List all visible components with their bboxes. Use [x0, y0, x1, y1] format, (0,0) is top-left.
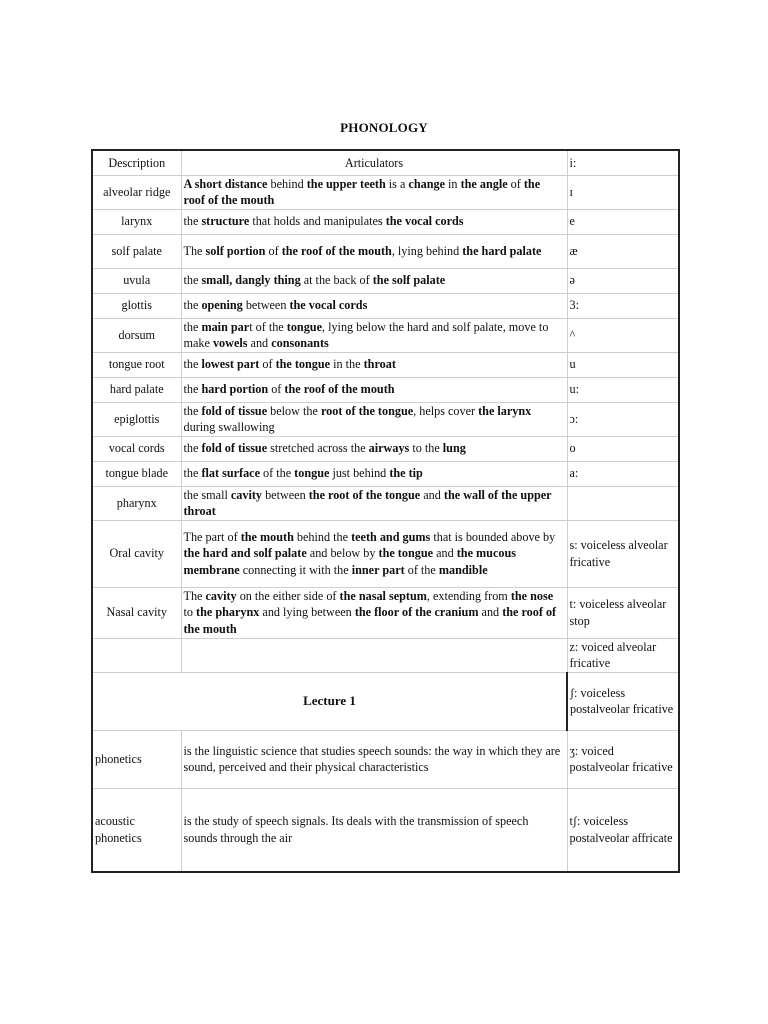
- phonology-table: [91, 149, 680, 873]
- text-segment: stretched across the: [267, 441, 369, 456]
- text-segment: of: [265, 243, 282, 258]
- definition-term: phonetics: [92, 730, 181, 788]
- text-segment: , lying below the hard and solf palate, move to make: [183, 319, 549, 350]
- bold-term: teeth and gums: [351, 529, 431, 544]
- bold-term: the tongue: [275, 357, 331, 372]
- text-segment: to: [183, 605, 197, 620]
- text-segment: The part of: [183, 529, 241, 544]
- bold-term: the roof of the mouth: [183, 605, 557, 636]
- table-row: [92, 318, 679, 352]
- table-row: [92, 377, 679, 402]
- symbol-cell: ə: [567, 268, 679, 293]
- bold-term: the hard palate: [462, 243, 542, 258]
- lecture-heading: Lecture 1: [92, 672, 567, 730]
- bold-term: cavity: [230, 487, 263, 502]
- bold-term: lung: [442, 441, 466, 456]
- page-title: PHONOLOGY: [340, 120, 428, 135]
- description-cell: [181, 209, 567, 234]
- term-cell: solf palate: [92, 234, 181, 268]
- text-segment: the: [183, 382, 202, 397]
- text-segment: the: [183, 466, 202, 481]
- text-segment: the: [183, 298, 202, 313]
- text-segment: and: [478, 605, 503, 620]
- bold-term: hard portion: [201, 382, 269, 397]
- term-cell: dorsum: [92, 318, 181, 352]
- description-cell: [181, 486, 567, 520]
- symbol-cell: [567, 486, 679, 520]
- text-segment: behind: [267, 176, 307, 191]
- text-segment: , lying behind: [391, 243, 463, 258]
- text-segment: and: [420, 487, 444, 502]
- description-cell: [181, 377, 567, 402]
- bold-term: inner part: [351, 562, 405, 577]
- text-segment: the: [183, 403, 202, 418]
- bold-term: throat: [363, 357, 396, 372]
- text-segment: and: [247, 336, 272, 350]
- bold-term: the vocal cords: [289, 298, 368, 313]
- bold-term: the angle: [460, 176, 508, 191]
- symbol-cell: ɪ: [567, 175, 679, 209]
- text-segment: and lying between: [259, 605, 355, 620]
- bold-term: opening: [201, 298, 243, 313]
- bold-term: the roof of the mouth: [183, 176, 541, 207]
- table-row: [92, 402, 679, 436]
- table-row: [92, 234, 679, 268]
- bold-term: solf portion: [205, 243, 266, 258]
- text-segment: that holds and manipulates: [249, 214, 386, 229]
- bold-term: main par: [201, 319, 250, 334]
- term-cell: tongue root: [92, 352, 181, 377]
- term-cell: Nasal cavity: [92, 587, 181, 638]
- term-cell: tongue blade: [92, 461, 181, 486]
- header-description: Description: [92, 150, 181, 175]
- symbol-cell: z: voiced alveolar fricative: [567, 638, 679, 672]
- lecture-row: [92, 672, 679, 730]
- term-cell: larynx: [92, 209, 181, 234]
- term-cell: Oral cavity: [92, 520, 181, 587]
- bold-term: tongue: [286, 319, 322, 334]
- text-segment: the: [183, 357, 202, 372]
- bold-term: the floor of the cranium: [354, 605, 479, 620]
- text-segment: of the: [404, 562, 439, 577]
- bold-term: the pharynx: [196, 605, 260, 620]
- bold-term: tongue: [294, 466, 330, 481]
- text-segment: the: [183, 441, 202, 456]
- table-row: [92, 461, 679, 486]
- bold-term: fold of tissue: [201, 403, 268, 418]
- term-cell: alveolar ridge: [92, 175, 181, 209]
- definition-row: [92, 730, 679, 788]
- bold-term: airways: [368, 441, 410, 456]
- bold-term: the upper teeth: [306, 176, 386, 191]
- bold-term: the tip: [389, 466, 423, 481]
- symbol-cell: t: voiceless alveolar stop: [567, 587, 679, 638]
- bold-term: A short distance: [183, 176, 268, 191]
- description-cell: [181, 520, 567, 587]
- bold-term: root of the tongue: [320, 403, 414, 418]
- text-segment: the: [183, 319, 202, 334]
- text-segment: at the back of: [300, 273, 373, 288]
- bold-term: fold of tissue: [201, 441, 268, 456]
- definition-term: acoustic phonetics: [92, 788, 181, 872]
- description-cell: [181, 436, 567, 461]
- bold-term: the nasal septum: [339, 588, 427, 603]
- definition-text: is the study of speech signals. Its deals with the transmission of speech sounds through the air: [181, 788, 567, 872]
- table-row: [92, 486, 679, 520]
- term-cell: hard palate: [92, 377, 181, 402]
- text-segment: connecting it with the: [239, 562, 352, 577]
- symbol-cell: e: [567, 209, 679, 234]
- text-segment: the: [183, 214, 202, 229]
- text-segment: of: [507, 176, 524, 191]
- term-cell: glottis: [92, 293, 181, 318]
- description-cell: [181, 402, 567, 436]
- text-segment: between: [262, 487, 309, 502]
- bold-term: cavity: [205, 588, 237, 603]
- table-row: [92, 175, 679, 209]
- text-segment: , helps cover: [413, 403, 479, 418]
- text-segment: of: [259, 357, 276, 372]
- description-cell: [181, 352, 567, 377]
- symbol-cell: ɔ:: [567, 402, 679, 436]
- bold-term: small, dangly thing: [201, 273, 301, 288]
- text-segment: and below by: [306, 546, 379, 561]
- empty-cell: [181, 638, 567, 672]
- bold-term: the roof of the mouth: [284, 382, 395, 397]
- table-row: [92, 587, 679, 638]
- bold-term: vowels: [212, 336, 248, 350]
- term-cell: epiglottis: [92, 402, 181, 436]
- text-segment: is a: [385, 176, 409, 191]
- bold-term: change: [408, 176, 445, 191]
- bold-term: the mouth: [240, 529, 294, 544]
- text-segment: and: [433, 546, 457, 561]
- table-row: [92, 268, 679, 293]
- text-segment: of: [268, 382, 285, 397]
- symbol-cell: 3:: [567, 293, 679, 318]
- text-segment: of the: [259, 466, 295, 481]
- bold-term: the mucous membrane: [183, 546, 516, 577]
- text-segment: The: [183, 243, 206, 258]
- term-cell: uvula: [92, 268, 181, 293]
- description-cell: [181, 461, 567, 486]
- text-segment: the small: [183, 487, 231, 502]
- term-cell: pharynx: [92, 486, 181, 520]
- table-row: [92, 436, 679, 461]
- definition-text: is the linguistic science that studies speech sounds: the way in which they are sound, perceived and their physical characteristics: [181, 730, 567, 788]
- text-segment: in the: [330, 357, 364, 372]
- description-cell: [181, 234, 567, 268]
- header-articulators: Articulators: [181, 150, 567, 175]
- text-segment: behind the: [293, 529, 352, 544]
- text-segment: on the either side of: [236, 588, 340, 603]
- bold-term: the larynx: [478, 403, 532, 418]
- table-row: [92, 520, 679, 587]
- symbol-cell: ʒ: voiced postalveolar fricative: [567, 730, 679, 788]
- text-segment: The: [183, 588, 206, 603]
- description-cell: [181, 587, 567, 638]
- text-segment: just behind: [329, 466, 390, 481]
- description-cell: [181, 293, 567, 318]
- bold-term: the vocal cords: [385, 214, 464, 229]
- bold-term: structure: [201, 214, 250, 229]
- header-symbol: i:: [567, 150, 679, 175]
- symbol-cell: u:: [567, 377, 679, 402]
- bold-term: the hard and solf palate: [183, 546, 307, 561]
- description-cell: [181, 175, 567, 209]
- text-segment: between: [242, 298, 290, 313]
- definition-row: [92, 788, 679, 872]
- description-cell: [181, 268, 567, 293]
- term-cell: vocal cords: [92, 436, 181, 461]
- text-segment: , extending from: [426, 588, 511, 603]
- bold-term: the wall of the upper throat: [183, 487, 552, 518]
- empty-cell: [92, 638, 181, 672]
- text-segment: t of the: [249, 319, 287, 334]
- text-segment: to the: [409, 441, 443, 456]
- empty-row: [92, 638, 679, 672]
- table-row: [92, 293, 679, 318]
- table-row: [92, 352, 679, 377]
- bold-term: consonants: [271, 336, 329, 350]
- bold-term: the roof of the mouth: [281, 243, 392, 258]
- symbol-cell: ^: [567, 318, 679, 352]
- text-segment: that is bounded above by: [430, 529, 556, 544]
- text-segment: during swallowing: [183, 420, 275, 434]
- text-segment: the: [183, 273, 202, 288]
- text-segment: in: [444, 176, 461, 191]
- symbol-cell: æ: [567, 234, 679, 268]
- symbol-cell: s: voiceless alveolar fricative: [567, 520, 679, 587]
- bold-term: mandible: [438, 562, 488, 577]
- bold-term: the nose: [510, 588, 554, 603]
- header-row: [92, 150, 679, 175]
- bold-term: the root of the tongue: [308, 487, 421, 502]
- bold-term: lowest part: [201, 357, 260, 372]
- symbol-cell: u: [567, 352, 679, 377]
- symbol-cell: a:: [567, 461, 679, 486]
- bold-term: the tongue: [378, 546, 434, 561]
- table-row: [92, 209, 679, 234]
- symbol-cell: ʃ: voiceless postalveolar fricative: [567, 672, 679, 730]
- bold-term: flat surface: [201, 466, 260, 481]
- text-segment: below the: [267, 403, 321, 418]
- bold-term: the solf palate: [372, 273, 446, 288]
- symbol-cell: o: [567, 436, 679, 461]
- symbol-cell: tʃ: voiceless postalveolar affricate: [567, 788, 679, 872]
- description-cell: [181, 318, 567, 352]
